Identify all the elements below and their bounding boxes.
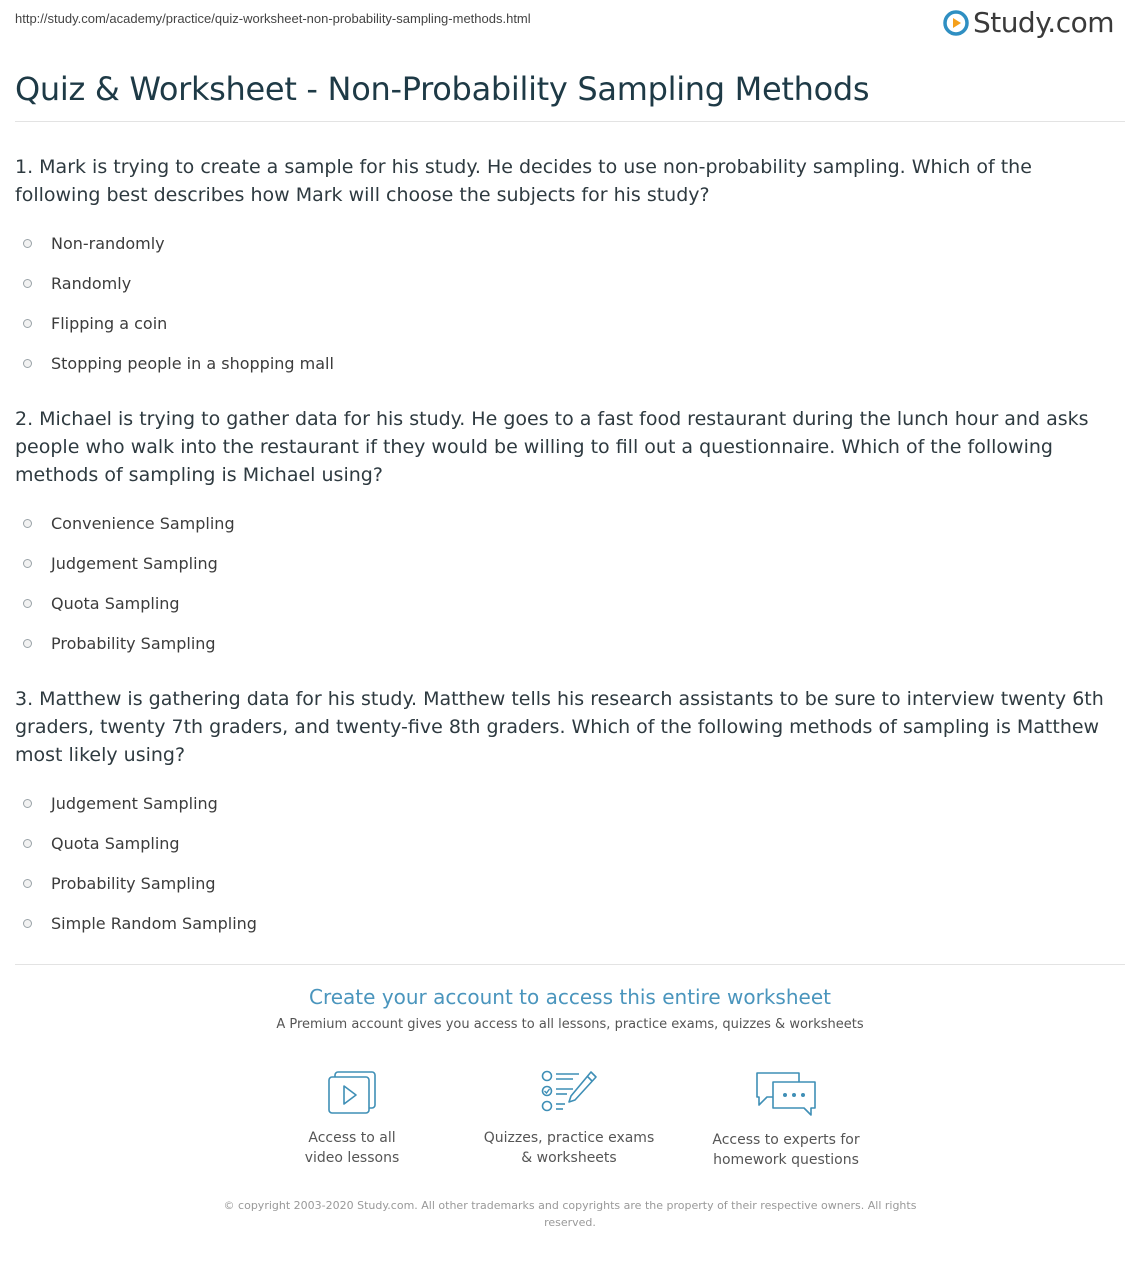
answer-option[interactable]	[15, 823, 1110, 863]
radio-button-icon[interactable]	[23, 359, 32, 368]
cta-subtitle: A Premium account gives you access to all lessons, practice exams, quizzes & worksheets	[276, 1017, 864, 1032]
feature-quizzes	[469, 1070, 669, 1168]
answer-label: Probability Sampling	[51, 873, 216, 893]
radio-button-icon[interactable]	[23, 319, 32, 328]
question-2	[15, 405, 1110, 663]
page-title: Quiz & Worksheet - Non-Probability Sampling Methods	[15, 70, 870, 108]
page-url: http://study.com/academy/practice/quiz-worksheet-non-probability-sampling-methods.html	[15, 11, 531, 26]
feature-label-line: & worksheets	[521, 1150, 617, 1166]
question-text: 1. Mark is trying to create a sample for his study. He decides to use non-probability sampling. Which of the following best describes how Mark will choose the subjects for his study?	[15, 156, 1032, 206]
question-text: 3. Matthew is gathering data for his study. Matthew tells his research assistants to be sure to interview twenty 6th graders, twenty 7th graders, and twenty-five 8th graders. Which of the following methods of sampling is Matthew most likely using?	[15, 688, 1104, 766]
answer-list	[15, 503, 1110, 663]
study-logo[interactable]	[943, 6, 1114, 39]
question-1	[15, 153, 1110, 383]
radio-button-icon[interactable]	[23, 519, 32, 528]
answer-option[interactable]	[15, 263, 1110, 303]
answer-option[interactable]	[15, 503, 1110, 543]
answer-option[interactable]	[15, 583, 1110, 623]
radio-button-icon[interactable]	[23, 839, 32, 848]
video-lessons-icon	[326, 1070, 378, 1114]
feature-label-line: Access to all	[308, 1130, 396, 1146]
radio-button-icon[interactable]	[23, 279, 32, 288]
question-text: 2. Michael is trying to gather data for his study. He goes to a fast food restaurant during the lunch hour and asks people who walk into the restaurant if they would be willing to fill out a questionnaire. Which of the following methods of sampling is Michael using?	[15, 408, 1089, 486]
answer-label: Judgement Sampling	[51, 553, 218, 573]
answer-label: Flipping a coin	[51, 313, 168, 333]
feature-label-line: video lessons	[304, 1150, 400, 1166]
radio-button-icon[interactable]	[23, 639, 32, 648]
study-play-logo-icon	[943, 10, 969, 36]
radio-button-icon[interactable]	[23, 879, 32, 888]
answer-option[interactable]	[15, 863, 1110, 903]
answer-option[interactable]	[15, 223, 1110, 263]
answer-label: Convenience Sampling	[51, 513, 235, 533]
answer-list	[15, 223, 1110, 383]
feature-label	[469, 1128, 669, 1168]
top-bar	[15, 0, 1125, 44]
answer-list	[15, 783, 1110, 943]
answer-label: Probability Sampling	[51, 633, 216, 653]
answer-label: Non-randomly	[51, 233, 165, 253]
answer-label: Judgement Sampling	[51, 793, 218, 813]
answer-option[interactable]	[15, 783, 1110, 823]
section-divider	[15, 964, 1125, 965]
answer-label: Simple Random Sampling	[51, 913, 257, 933]
worksheet-page	[15, 0, 1125, 1229]
title-divider	[15, 121, 1125, 122]
radio-button-icon[interactable]	[23, 599, 32, 608]
answer-label: Stopping people in a shopping mall	[51, 353, 334, 373]
answer-option[interactable]	[15, 903, 1110, 943]
logo-text: Study.com	[972, 6, 1114, 39]
copyright-footer: © copyright 2003-2020 Study.com. All other trademarks and copyrights are the property of their respective owners. All rights reserved.	[223, 1199, 917, 1229]
answer-option[interactable]	[15, 303, 1110, 343]
radio-button-icon[interactable]	[23, 239, 32, 248]
feature-video-lessons	[252, 1070, 452, 1168]
answer-option[interactable]	[15, 623, 1110, 663]
feature-experts	[686, 1070, 886, 1170]
answer-label: Randomly	[51, 273, 132, 293]
answer-label: Quota Sampling	[51, 833, 180, 853]
answer-option[interactable]	[15, 343, 1110, 383]
feature-label	[686, 1130, 886, 1170]
radio-button-icon[interactable]	[23, 559, 32, 568]
question-3	[15, 685, 1110, 943]
feature-label	[252, 1128, 452, 1168]
feature-label-line: Access to experts for	[712, 1132, 860, 1148]
feature-label-line: homework questions	[713, 1152, 859, 1168]
cta-title-link[interactable]: Create your account to access this entire worksheet	[309, 985, 831, 1009]
quiz-checklist-icon	[539, 1070, 599, 1114]
chat-experts-icon	[753, 1070, 819, 1116]
answer-label: Quota Sampling	[51, 593, 180, 613]
radio-button-icon[interactable]	[23, 919, 32, 928]
feature-label-line: Quizzes, practice exams	[483, 1130, 655, 1146]
signup-cta	[15, 985, 1125, 1032]
radio-button-icon[interactable]	[23, 799, 32, 808]
answer-option[interactable]	[15, 543, 1110, 583]
